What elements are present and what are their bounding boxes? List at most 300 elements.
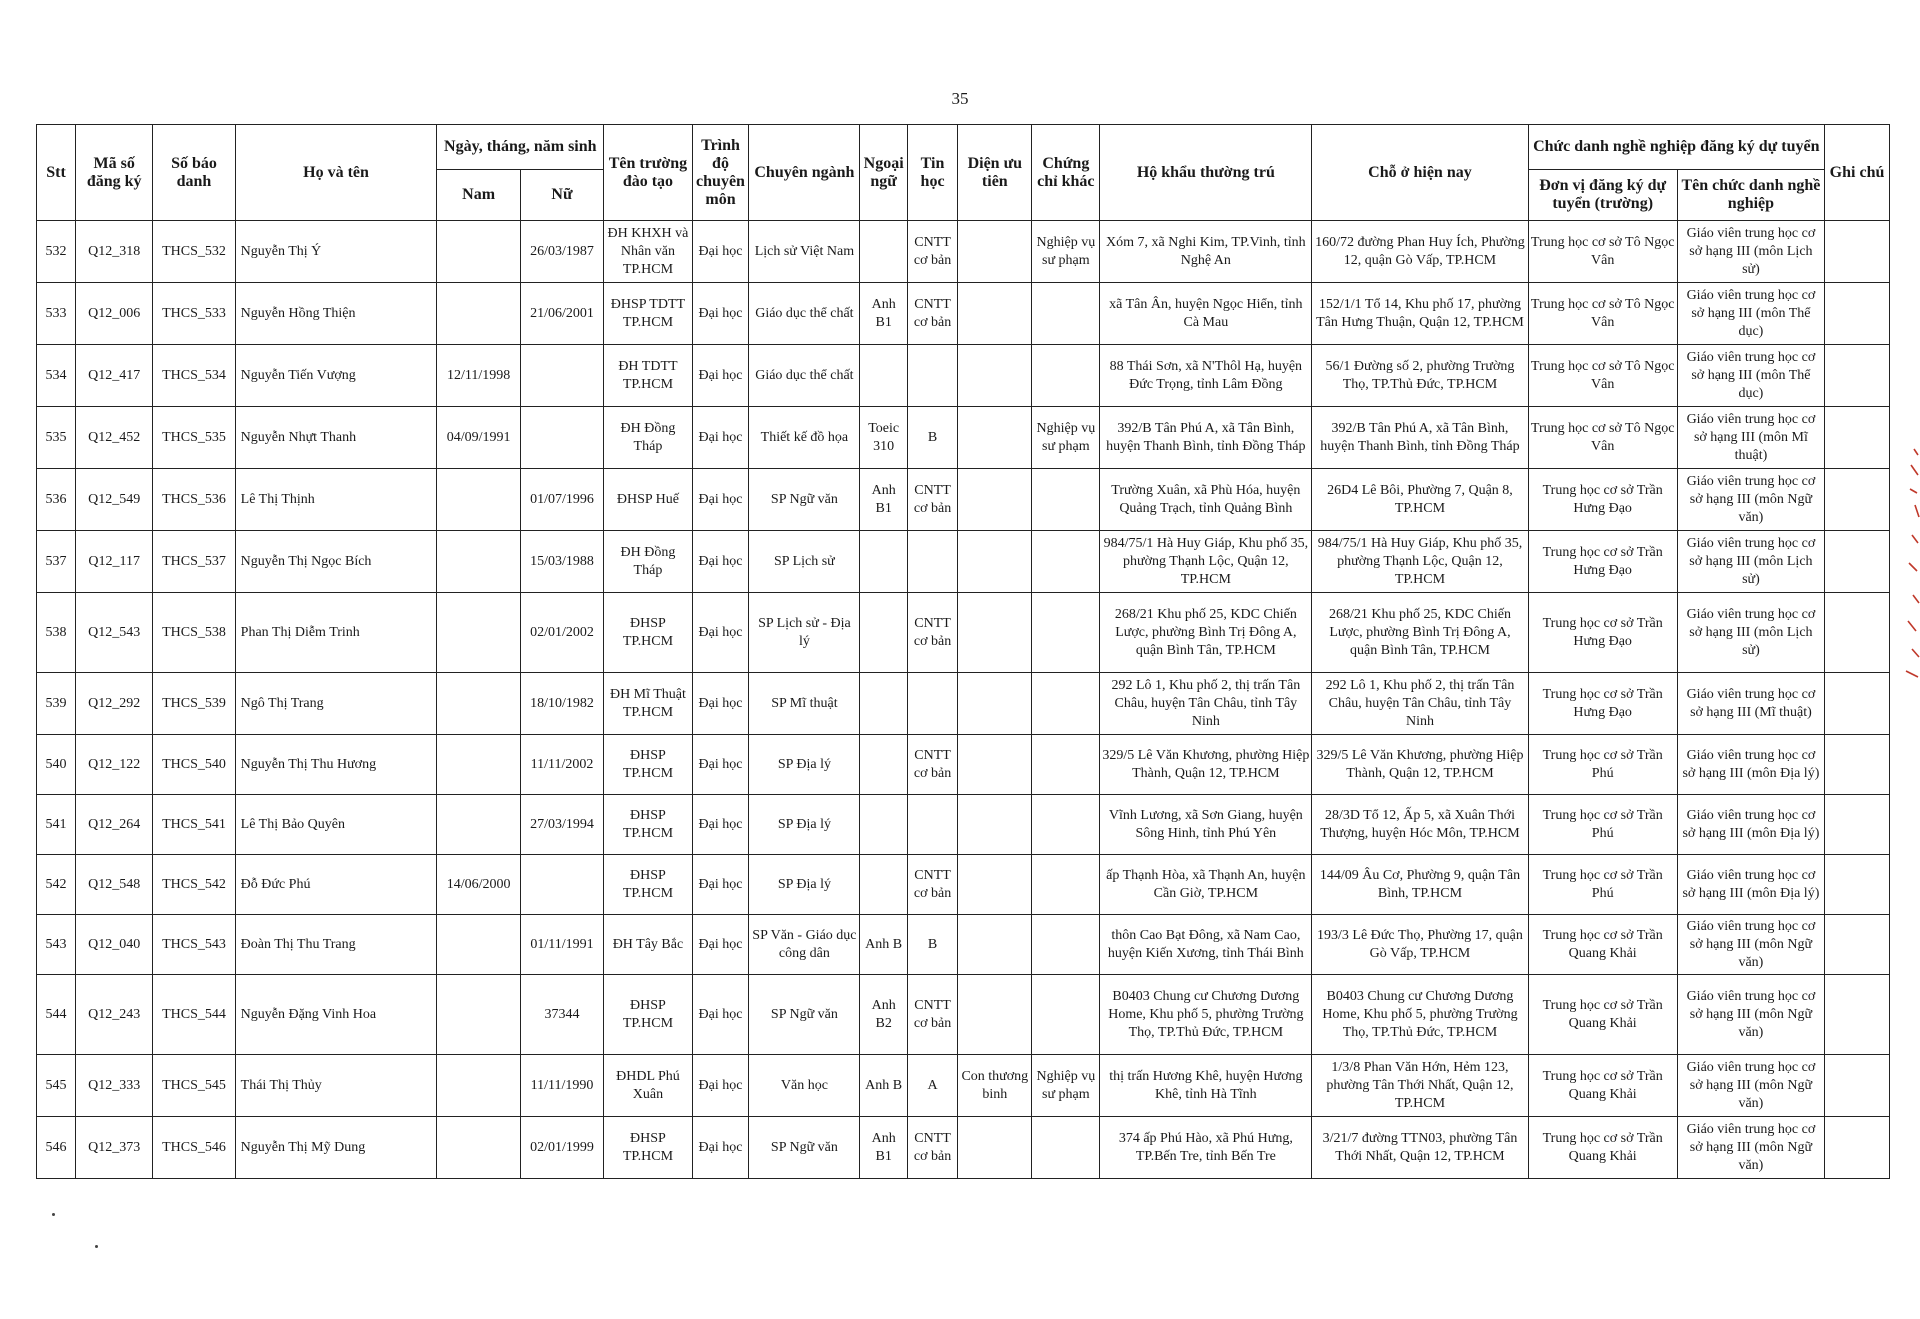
cell-chuc-danh: Giáo viên trung học cơ sở hạng III (môn Ngữ văn) (1677, 1055, 1824, 1117)
cell-truong: ĐHSP Huế (604, 469, 693, 531)
table-row (37, 407, 1890, 469)
cell-trinh-do: Đại học (692, 795, 749, 855)
cell-chung-chi: Nghiệp vụ sư phạm (1032, 1055, 1100, 1117)
table-row (37, 915, 1890, 975)
cell-ghi-chu (1825, 407, 1890, 469)
cell-ho-khau: xã Tân Ân, huyện Ngọc Hiển, tỉnh Cà Mau (1100, 283, 1312, 345)
cell-truong: ĐHSP TP.HCM (604, 975, 693, 1055)
cell-chung-chi (1032, 673, 1100, 735)
cell-tin-hoc (907, 673, 957, 735)
cell-cho-o: 329/5 Lê Văn Khương, phường Hiệp Thành, Quận 12, TP.HCM (1312, 735, 1528, 795)
cell-ngoai-ngu (860, 673, 907, 735)
candidate-table (36, 124, 1890, 1179)
cell-nam (437, 283, 520, 345)
cell-chuyen-nganh: SP Ngữ văn (749, 975, 860, 1055)
cell-tin-hoc: CNTT cơ bản (907, 855, 957, 915)
cell-so-bao-danh: THCS_542 (153, 855, 235, 915)
cell-chuyen-nganh: SP Ngữ văn (749, 469, 860, 531)
cell-so-bao-danh: THCS_543 (153, 915, 235, 975)
cell-ngoai-ngu: Anh B1 (860, 283, 907, 345)
cell-dien-uu-tien (958, 855, 1032, 915)
cell-ho-khau: thôn Cao Bạt Đông, xã Nam Cao, huyện Kiến Xương, tỉnh Thái Bình (1100, 915, 1312, 975)
table-body (37, 221, 1890, 1179)
cell-dien-uu-tien (958, 469, 1032, 531)
cell-ho-ten: Nguyễn Thị Ngọc Bích (235, 531, 437, 593)
cell-trinh-do: Đại học (692, 531, 749, 593)
cell-nu: 37344 (520, 975, 603, 1055)
cell-so-bao-danh: THCS_539 (153, 673, 235, 735)
cell-cho-o: 26D4 Lê Bôi, Phường 7, Quận 8, TP.HCM (1312, 469, 1528, 531)
cell-ghi-chu (1825, 283, 1890, 345)
cell-so-bao-danh: THCS_534 (153, 345, 235, 407)
cell-chuc-danh: Giáo viên trung học cơ sở hạng III (môn Lịch sử) (1677, 221, 1824, 283)
cell-cho-o: 56/1 Đường số 2, phường Trường Thọ, TP.Thủ Đức, TP.HCM (1312, 345, 1528, 407)
cell-nam (437, 221, 520, 283)
cell-don-vi: Trung học cơ sở Tô Ngọc Vân (1528, 283, 1677, 345)
edge-stamp-fragment (1896, 445, 1920, 685)
cell-nu: 26/03/1987 (520, 221, 603, 283)
table-row (37, 673, 1890, 735)
cell-nu: 02/01/2002 (520, 593, 603, 673)
cell-ho-khau: Xóm 7, xã Nghi Kim, TP.Vinh, tỉnh Nghệ An (1100, 221, 1312, 283)
cell-trinh-do: Đại học (692, 283, 749, 345)
header-nam: Nam (437, 170, 520, 221)
cell-dien-uu-tien (958, 735, 1032, 795)
cell-chuc-danh: Giáo viên trung học cơ sở hạng III (môn Ngữ văn) (1677, 975, 1824, 1055)
cell-ma-so: Q12_292 (76, 673, 153, 735)
cell-ho-ten: Đỗ Đức Phú (235, 855, 437, 915)
cell-cho-o: 144/09 Âu Cơ, Phường 9, quận Tân Bình, TP.HCM (1312, 855, 1528, 915)
cell-so-bao-danh: THCS_532 (153, 221, 235, 283)
header-ngay-sinh: Ngày, tháng, năm sinh (437, 125, 604, 170)
cell-tin-hoc: CNTT cơ bản (907, 283, 957, 345)
cell-trinh-do: Đại học (692, 221, 749, 283)
cell-stt: 544 (37, 975, 76, 1055)
cell-so-bao-danh: THCS_545 (153, 1055, 235, 1117)
cell-ngoai-ngu: Anh B1 (860, 469, 907, 531)
cell-ho-ten: Phan Thị Diễm Trinh (235, 593, 437, 673)
cell-ghi-chu (1825, 221, 1890, 283)
cell-dien-uu-tien (958, 975, 1032, 1055)
cell-dien-uu-tien (958, 673, 1032, 735)
cell-ho-khau: 984/75/1 Hà Huy Giáp, Khu phố 35, phường Thạnh Lộc, Quận 12, TP.HCM (1100, 531, 1312, 593)
scan-speck (52, 1213, 55, 1216)
cell-ghi-chu (1825, 915, 1890, 975)
cell-dien-uu-tien (958, 593, 1032, 673)
cell-trinh-do: Đại học (692, 975, 749, 1055)
cell-chung-chi: Nghiệp vụ sư phạm (1032, 221, 1100, 283)
cell-tin-hoc: CNTT cơ bản (907, 735, 957, 795)
cell-ma-so: Q12_243 (76, 975, 153, 1055)
cell-ghi-chu (1825, 975, 1890, 1055)
cell-chuyen-nganh: Giáo dục thể chất (749, 345, 860, 407)
cell-don-vi: Trung học cơ sở Trần Phú (1528, 735, 1677, 795)
cell-ghi-chu (1825, 593, 1890, 673)
cell-don-vi: Trung học cơ sở Trần Quang Khải (1528, 975, 1677, 1055)
header-ghi-chu: Ghi chú (1825, 125, 1890, 221)
cell-nam: 12/11/1998 (437, 345, 520, 407)
cell-chuc-danh: Giáo viên trung học cơ sở hạng III (môn Mĩ thuật) (1677, 407, 1824, 469)
cell-ghi-chu (1825, 795, 1890, 855)
cell-chung-chi (1032, 531, 1100, 593)
cell-nu: 21/06/2001 (520, 283, 603, 345)
cell-chuc-danh: Giáo viên trung học cơ sở hạng III (môn Ngữ văn) (1677, 469, 1824, 531)
cell-chung-chi (1032, 735, 1100, 795)
cell-nu: 11/11/1990 (520, 1055, 603, 1117)
cell-cho-o: 152/1/1 Tổ 14, Khu phố 17, phường Tân Hưng Thuận, Quận 12, TP.HCM (1312, 283, 1528, 345)
cell-trinh-do: Đại học (692, 673, 749, 735)
cell-chung-chi (1032, 915, 1100, 975)
cell-stt: 532 (37, 221, 76, 283)
cell-cho-o: 984/75/1 Hà Huy Giáp, Khu phố 35, phường Thạnh Lộc, Quận 12, TP.HCM (1312, 531, 1528, 593)
cell-nam (437, 1117, 520, 1179)
cell-ngoai-ngu (860, 795, 907, 855)
header-dien-uu-tien: Diện ưu tiên (958, 125, 1032, 221)
cell-ngoai-ngu: Anh B1 (860, 1117, 907, 1179)
cell-ho-ten: Lê Thị Bảo Quyên (235, 795, 437, 855)
header-ho-khau: Hộ khẩu thường trú (1100, 125, 1312, 221)
cell-truong: ĐHDL Phú Xuân (604, 1055, 693, 1117)
header-stt: Stt (37, 125, 76, 221)
cell-nam (437, 469, 520, 531)
cell-stt: 537 (37, 531, 76, 593)
cell-trinh-do: Đại học (692, 345, 749, 407)
cell-stt: 542 (37, 855, 76, 915)
cell-dien-uu-tien (958, 283, 1032, 345)
header-cho-o: Chỗ ở hiện nay (1312, 125, 1528, 221)
cell-ma-so: Q12_264 (76, 795, 153, 855)
header-ho-ten: Họ và tên (235, 125, 437, 221)
cell-chuyen-nganh: Thiết kế đồ họa (749, 407, 860, 469)
table-row (37, 1117, 1890, 1179)
cell-cho-o: 268/21 Khu phố 25, KDC Chiến Lược, phường Bình Trị Đông A, quận Bình Tân, TP.HCM (1312, 593, 1528, 673)
cell-ghi-chu (1825, 1055, 1890, 1117)
cell-stt: 536 (37, 469, 76, 531)
cell-chung-chi (1032, 795, 1100, 855)
header-nu: Nữ (520, 170, 603, 221)
cell-chung-chi (1032, 283, 1100, 345)
cell-nam (437, 795, 520, 855)
cell-ma-so: Q12_543 (76, 593, 153, 673)
cell-nu: 15/03/1988 (520, 531, 603, 593)
cell-trinh-do: Đại học (692, 1117, 749, 1179)
cell-chung-chi (1032, 469, 1100, 531)
cell-cho-o: B0403 Chung cư Chương Dương Home, Khu phố 5, phường Trường Thọ, TP.Thủ Đức, TP.HCM (1312, 975, 1528, 1055)
cell-ho-ten: Nguyễn Nhựt Thanh (235, 407, 437, 469)
cell-ma-so: Q12_333 (76, 1055, 153, 1117)
cell-nu: 27/03/1994 (520, 795, 603, 855)
table-row (37, 795, 1890, 855)
cell-so-bao-danh: THCS_541 (153, 795, 235, 855)
cell-ma-so: Q12_417 (76, 345, 153, 407)
cell-chuyen-nganh: SP Địa lý (749, 855, 860, 915)
cell-nam (437, 735, 520, 795)
cell-nu: 01/07/1996 (520, 469, 603, 531)
cell-chuyen-nganh: Văn học (749, 1055, 860, 1117)
cell-don-vi: Trung học cơ sở Trần Quang Khải (1528, 1055, 1677, 1117)
cell-so-bao-danh: THCS_535 (153, 407, 235, 469)
cell-ho-ten: Nguyễn Hồng Thiện (235, 283, 437, 345)
cell-tin-hoc: B (907, 407, 957, 469)
cell-ma-so: Q12_318 (76, 221, 153, 283)
cell-chuc-danh: Giáo viên trung học cơ sở hạng III (Mĩ thuật) (1677, 673, 1824, 735)
cell-ma-so: Q12_548 (76, 855, 153, 915)
cell-ho-khau: 88 Thái Sơn, xã N'Thôl Hạ, huyện Đức Trọng, tỉnh Lâm Đồng (1100, 345, 1312, 407)
cell-ho-ten: Lê Thị Thịnh (235, 469, 437, 531)
table-row (37, 855, 1890, 915)
cell-ghi-chu (1825, 345, 1890, 407)
cell-ngoai-ngu (860, 593, 907, 673)
cell-nam (437, 593, 520, 673)
cell-nu (520, 855, 603, 915)
cell-ghi-chu (1825, 735, 1890, 795)
cell-chuyen-nganh: SP Mĩ thuật (749, 673, 860, 735)
cell-chuyen-nganh: SP Ngữ văn (749, 1117, 860, 1179)
cell-don-vi: Trung học cơ sở Trần Phú (1528, 795, 1677, 855)
cell-stt: 538 (37, 593, 76, 673)
header-chung-chi: Chứng chỉ khác (1032, 125, 1100, 221)
cell-trinh-do: Đại học (692, 1055, 749, 1117)
cell-don-vi: Trung học cơ sở Tô Ngọc Vân (1528, 221, 1677, 283)
cell-ghi-chu (1825, 531, 1890, 593)
cell-ghi-chu (1825, 469, 1890, 531)
cell-dien-uu-tien (958, 915, 1032, 975)
cell-stt: 539 (37, 673, 76, 735)
cell-dien-uu-tien (958, 795, 1032, 855)
cell-trinh-do: Đại học (692, 855, 749, 915)
cell-cho-o: 160/72 đường Phan Huy Ích, Phường 12, quận Gò Vấp, TP.HCM (1312, 221, 1528, 283)
cell-don-vi: Trung học cơ sở Tô Ngọc Vân (1528, 407, 1677, 469)
cell-ma-so: Q12_006 (76, 283, 153, 345)
cell-truong: ĐHSP TP.HCM (604, 735, 693, 795)
cell-don-vi: Trung học cơ sở Trần Hưng Đạo (1528, 469, 1677, 531)
cell-so-bao-danh: THCS_540 (153, 735, 235, 795)
cell-chuyen-nganh: SP Lịch sử - Địa lý (749, 593, 860, 673)
cell-tin-hoc: CNTT cơ bản (907, 593, 957, 673)
table-row (37, 975, 1890, 1055)
cell-so-bao-danh: THCS_546 (153, 1117, 235, 1179)
cell-ma-so: Q12_549 (76, 469, 153, 531)
table-row (37, 1055, 1890, 1117)
cell-nam (437, 673, 520, 735)
cell-chung-chi (1032, 975, 1100, 1055)
cell-stt: 543 (37, 915, 76, 975)
table-row (37, 735, 1890, 795)
cell-truong: ĐH TDTT TP.HCM (604, 345, 693, 407)
table-row (37, 345, 1890, 407)
cell-ngoai-ngu: Anh B (860, 1055, 907, 1117)
cell-ho-khau: 292 Lô 1, Khu phố 2, thị trấn Tân Châu, huyện Tân Châu, tỉnh Tây Ninh (1100, 673, 1312, 735)
cell-ngoai-ngu (860, 735, 907, 795)
header-don-vi: Đơn vị đăng ký dự tuyển (trường) (1528, 170, 1677, 221)
table-row (37, 469, 1890, 531)
cell-ho-ten: Nguyễn Thị Mỹ Dung (235, 1117, 437, 1179)
cell-chuc-danh: Giáo viên trung học cơ sở hạng III (môn Lịch sử) (1677, 593, 1824, 673)
cell-ho-ten: Nguyễn Thị Ý (235, 221, 437, 283)
cell-nam: 04/09/1991 (437, 407, 520, 469)
cell-ngoai-ngu: Anh B (860, 915, 907, 975)
cell-stt: 534 (37, 345, 76, 407)
header-ten-chuc-danh: Tên chức danh nghề nghiệp (1677, 170, 1824, 221)
cell-nam (437, 915, 520, 975)
cell-dien-uu-tien (958, 221, 1032, 283)
cell-cho-o: 3/21/7 đường TTN03, phường Tân Thới Nhất, Quận 12, TP.HCM (1312, 1117, 1528, 1179)
cell-stt: 545 (37, 1055, 76, 1117)
cell-tin-hoc (907, 531, 957, 593)
cell-stt: 540 (37, 735, 76, 795)
cell-chuc-danh: Giáo viên trung học cơ sở hạng III (môn Lịch sử) (1677, 531, 1824, 593)
cell-ngoai-ngu: Toeic 310 (860, 407, 907, 469)
cell-ghi-chu (1825, 855, 1890, 915)
cell-so-bao-danh: THCS_537 (153, 531, 235, 593)
cell-truong: ĐHSP TP.HCM (604, 795, 693, 855)
cell-nam (437, 975, 520, 1055)
cell-ho-khau: 329/5 Lê Văn Khương, phường Hiệp Thành, Quận 12, TP.HCM (1100, 735, 1312, 795)
cell-nam: 14/06/2000 (437, 855, 520, 915)
cell-dien-uu-tien (958, 407, 1032, 469)
cell-ho-ten: Nguyễn Tiến Vượng (235, 345, 437, 407)
cell-so-bao-danh: THCS_536 (153, 469, 235, 531)
header-ma-so: Mã số đăng ký (76, 125, 153, 221)
cell-truong: ĐHSP TP.HCM (604, 1117, 693, 1179)
cell-ngoai-ngu (860, 221, 907, 283)
header-tin-hoc: Tin học (907, 125, 957, 221)
cell-chung-chi (1032, 345, 1100, 407)
cell-ho-khau: Trường Xuân, xã Phù Hóa, huyện Quảng Trạch, tỉnh Quảng Bình (1100, 469, 1312, 531)
cell-dien-uu-tien (958, 1117, 1032, 1179)
cell-chuyen-nganh: SP Địa lý (749, 795, 860, 855)
cell-tin-hoc: CNTT cơ bản (907, 221, 957, 283)
cell-ho-ten: Đoàn Thị Thu Trang (235, 915, 437, 975)
cell-ho-khau: B0403 Chung cư Chương Dương Home, Khu phố 5, phường Trường Thọ, TP.Thủ Đức, TP.HCM (1100, 975, 1312, 1055)
cell-chuyen-nganh: SP Địa lý (749, 735, 860, 795)
cell-don-vi: Trung học cơ sở Trần Hưng Đạo (1528, 673, 1677, 735)
cell-ngoai-ngu (860, 855, 907, 915)
cell-dien-uu-tien: Con thương binh (958, 1055, 1032, 1117)
cell-don-vi: Trung học cơ sở Trần Hưng Đạo (1528, 531, 1677, 593)
cell-chuc-danh: Giáo viên trung học cơ sở hạng III (môn Địa lý) (1677, 855, 1824, 915)
cell-truong: ĐH Đồng Tháp (604, 407, 693, 469)
cell-don-vi: Trung học cơ sở Trần Quang Khải (1528, 915, 1677, 975)
cell-stt: 541 (37, 795, 76, 855)
cell-trinh-do: Đại học (692, 407, 749, 469)
cell-so-bao-danh: THCS_533 (153, 283, 235, 345)
cell-ho-khau: ấp Thạnh Hòa, xã Thạnh An, huyện Cần Giờ, TP.HCM (1100, 855, 1312, 915)
cell-stt: 535 (37, 407, 76, 469)
table-row (37, 221, 1890, 283)
cell-don-vi: Trung học cơ sở Trần Quang Khải (1528, 1117, 1677, 1179)
cell-ho-khau: 374 ấp Phú Hào, xã Phú Hưng, TP.Bến Tre, tỉnh Bến Tre (1100, 1117, 1312, 1179)
table-row (37, 593, 1890, 673)
cell-chung-chi (1032, 593, 1100, 673)
cell-nu (520, 345, 603, 407)
cell-tin-hoc: CNTT cơ bản (907, 469, 957, 531)
cell-stt: 533 (37, 283, 76, 345)
cell-tin-hoc: A (907, 1055, 957, 1117)
cell-chung-chi (1032, 855, 1100, 915)
page-number: 35 (951, 89, 969, 108)
cell-tin-hoc (907, 795, 957, 855)
cell-chuc-danh: Giáo viên trung học cơ sở hạng III (môn Địa lý) (1677, 795, 1824, 855)
header-trinh-do: Trình độ chuyên môn (692, 125, 749, 221)
cell-so-bao-danh: THCS_538 (153, 593, 235, 673)
cell-truong: ĐHSP TP.HCM (604, 593, 693, 673)
cell-ho-ten: Nguyễn Thị Thu Hương (235, 735, 437, 795)
cell-ma-so: Q12_373 (76, 1117, 153, 1179)
cell-cho-o: 193/3 Lê Đức Thọ, Phường 17, quận Gò Vấp, TP.HCM (1312, 915, 1528, 975)
cell-ma-so: Q12_040 (76, 915, 153, 975)
header-ngoai-ngu: Ngoại ngữ (860, 125, 907, 221)
cell-chuyen-nganh: Giáo dục thể chất (749, 283, 860, 345)
cell-chuc-danh: Giáo viên trung học cơ sở hạng III (môn Thể dục) (1677, 345, 1824, 407)
cell-tin-hoc: CNTT cơ bản (907, 975, 957, 1055)
cell-nu: 02/01/1999 (520, 1117, 603, 1179)
cell-ngoai-ngu: Anh B2 (860, 975, 907, 1055)
cell-ho-khau: thị trấn Hương Khê, huyện Hương Khê, tỉnh Hà Tĩnh (1100, 1055, 1312, 1117)
cell-chung-chi (1032, 1117, 1100, 1179)
cell-ho-ten: Nguyễn Đặng Vinh Hoa (235, 975, 437, 1055)
cell-stt: 546 (37, 1117, 76, 1179)
cell-tin-hoc (907, 345, 957, 407)
cell-trinh-do: Đại học (692, 593, 749, 673)
cell-ngoai-ngu (860, 345, 907, 407)
cell-ho-ten: Thái Thị Thủy (235, 1055, 437, 1117)
cell-ghi-chu (1825, 1117, 1890, 1179)
cell-nam (437, 1055, 520, 1117)
cell-trinh-do: Đại học (692, 915, 749, 975)
cell-dien-uu-tien (958, 531, 1032, 593)
cell-don-vi: Trung học cơ sở Trần Phú (1528, 855, 1677, 915)
cell-chuc-danh: Giáo viên trung học cơ sở hạng III (môn Thể dục) (1677, 283, 1824, 345)
cell-chuyen-nganh: SP Văn - Giáo dục công dân (749, 915, 860, 975)
cell-ho-khau: 392/B Tân Phú A, xã Tân Bình, huyện Thanh Bình, tỉnh Đồng Tháp (1100, 407, 1312, 469)
cell-truong: ĐH KHXH và Nhân văn TP.HCM (604, 221, 693, 283)
cell-chuc-danh: Giáo viên trung học cơ sở hạng III (môn Ngữ văn) (1677, 1117, 1824, 1179)
cell-chuyen-nganh: Lịch sử Việt Nam (749, 221, 860, 283)
cell-ngoai-ngu (860, 531, 907, 593)
cell-tin-hoc: CNTT cơ bản (907, 1117, 957, 1179)
cell-don-vi: Trung học cơ sở Trần Hưng Đạo (1528, 593, 1677, 673)
cell-nu: 18/10/1982 (520, 673, 603, 735)
cell-chuyen-nganh: SP Lịch sử (749, 531, 860, 593)
scan-speck (95, 1245, 98, 1248)
cell-cho-o: 392/B Tân Phú A, xã Tân Bình, huyện Thanh Bình, tỉnh Đồng Tháp (1312, 407, 1528, 469)
cell-so-bao-danh: THCS_544 (153, 975, 235, 1055)
cell-truong: ĐHSP TP.HCM (604, 855, 693, 915)
cell-ma-so: Q12_117 (76, 531, 153, 593)
cell-truong: ĐH Đồng Tháp (604, 531, 693, 593)
cell-cho-o: 292 Lô 1, Khu phố 2, thị trấn Tân Châu, huyện Tân Châu, tỉnh Tây Ninh (1312, 673, 1528, 735)
cell-cho-o: 1/3/8 Phan Văn Hớn, Hẻm 123, phường Tân Thới Nhất, Quận 12, TP.HCM (1312, 1055, 1528, 1117)
cell-tin-hoc: B (907, 915, 957, 975)
cell-nam (437, 531, 520, 593)
header-chuc-danh: Chức danh nghề nghiệp đăng ký dự tuyển (1528, 125, 1824, 170)
cell-cho-o: 28/3D Tổ 12, Ấp 5, xã Xuân Thới Thượng, huyện Hóc Môn, TP.HCM (1312, 795, 1528, 855)
cell-truong: ĐHSP TDTT TP.HCM (604, 283, 693, 345)
table-row (37, 283, 1890, 345)
cell-nu: 01/11/1991 (520, 915, 603, 975)
cell-trinh-do: Đại học (692, 735, 749, 795)
cell-ma-so: Q12_122 (76, 735, 153, 795)
header-truong: Tên trường đào tạo (604, 125, 693, 221)
cell-truong: ĐH Tây Bắc (604, 915, 693, 975)
header-so-bao-danh: Số báo danh (153, 125, 235, 221)
cell-ho-khau: Vĩnh Lương, xã Sơn Giang, huyện Sông Hinh, tỉnh Phú Yên (1100, 795, 1312, 855)
cell-ho-khau: 268/21 Khu phố 25, KDC Chiến Lược, phường Bình Trị Đông A, quận Bình Tân, TP.HCM (1100, 593, 1312, 673)
cell-dien-uu-tien (958, 345, 1032, 407)
cell-truong: ĐH Mĩ Thuật TP.HCM (604, 673, 693, 735)
cell-chuc-danh: Giáo viên trung học cơ sở hạng III (môn Ngữ văn) (1677, 915, 1824, 975)
